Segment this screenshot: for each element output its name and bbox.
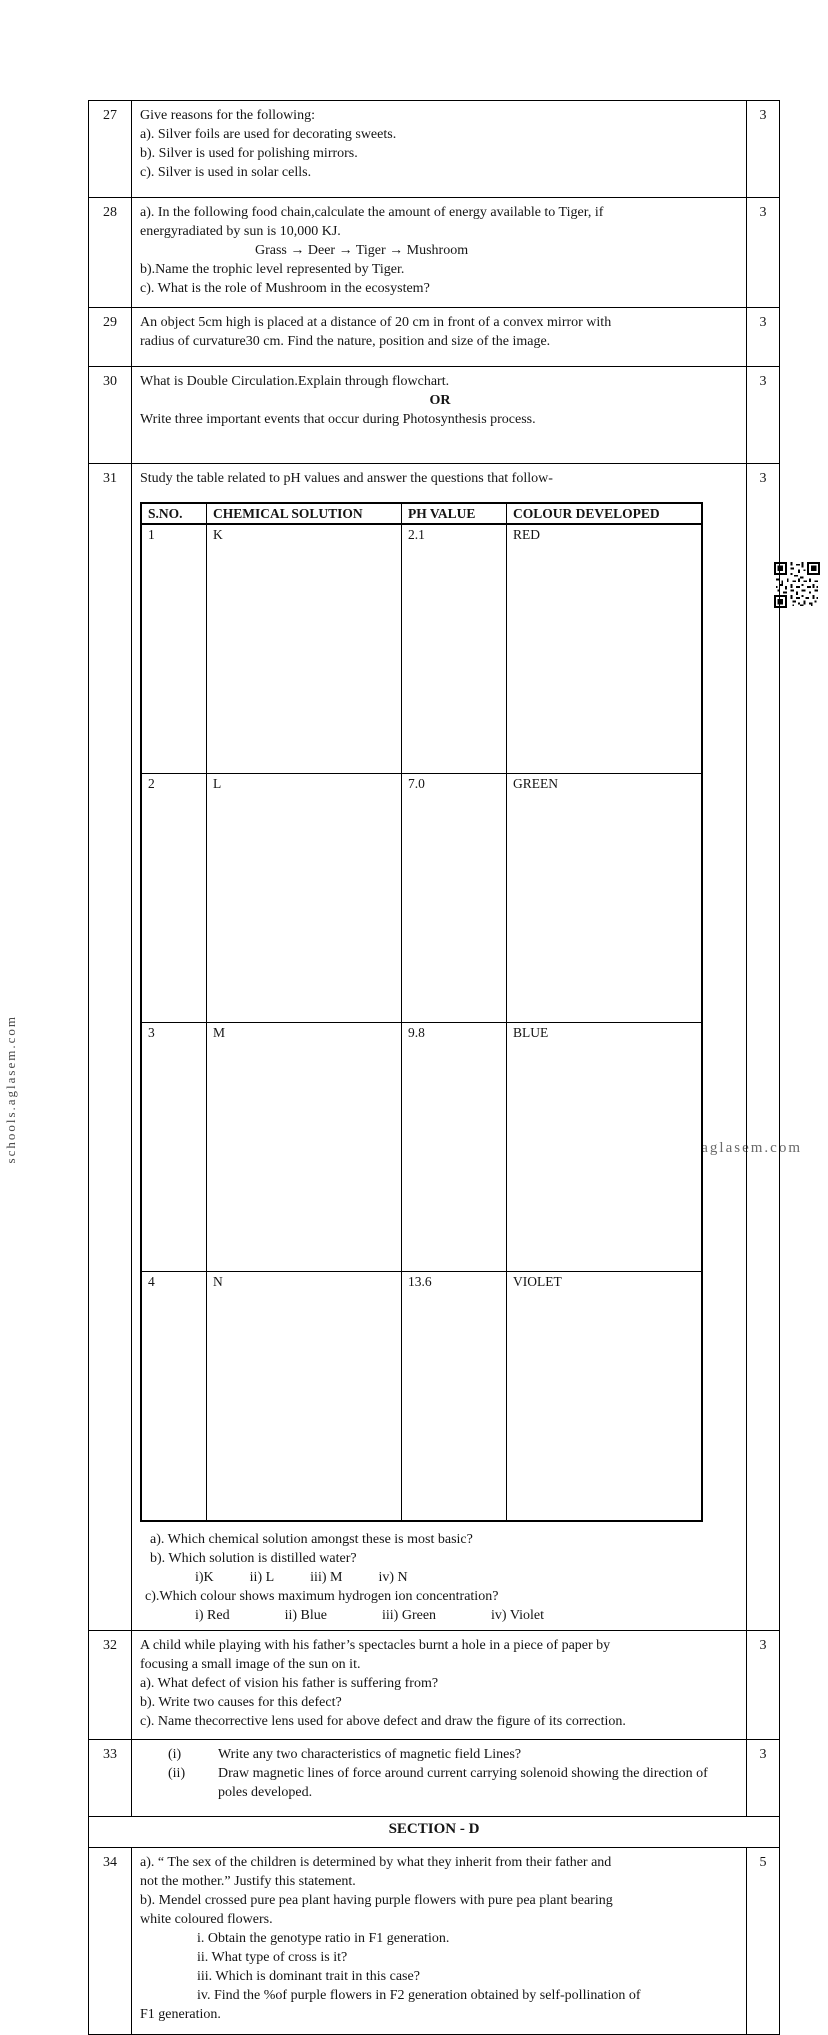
question-marks: 3 — [747, 1740, 780, 1817]
question-text-line: What is Double Circulation.Explain through flowchart. — [140, 374, 450, 389]
question-text-line: a). “ The sex of the children is determined by what they inherit from their father and — [140, 1855, 612, 1870]
question-row-27 — [89, 101, 780, 198]
question-body — [132, 367, 747, 464]
ph-table-cell: 2.1 — [402, 524, 507, 774]
question-text-line: iv. Find the %of purple flowers in F2 generation obtained by self-pollination of — [197, 1988, 641, 2003]
option: i) Red — [195, 1608, 230, 1623]
ph-table-cell: M — [207, 1023, 402, 1272]
food-chain-line: Grass → Deer → Tiger → Mushroom — [255, 243, 469, 258]
ph-table-row — [141, 1272, 702, 1522]
question-text-line: Give reasons for the following: — [140, 108, 315, 123]
question-number: 29 — [89, 308, 132, 367]
question-text-line: a). Which chemical solution amongst these is most basic? — [150, 1532, 473, 1547]
question-body — [132, 101, 747, 198]
question-number: 32 — [89, 1631, 132, 1740]
question-text-line: iii. Which is dominant trait in this case? — [197, 1969, 420, 1984]
ph-table-row — [141, 774, 702, 1023]
question-marks: 3 — [747, 308, 780, 367]
question-body — [132, 308, 747, 367]
question-text-line: radius of curvature30 cm. Find the nature, position and size of the image. — [140, 334, 551, 349]
question-row-30 — [89, 367, 780, 464]
question-text-line: a). In the following food chain,calculate the amount of energy available to Tiger, if — [140, 205, 604, 220]
question-number: 31 — [89, 464, 132, 1631]
question-number: 33 — [89, 1740, 132, 1817]
ph-table-cell: K — [207, 524, 402, 774]
qr-code-icon — [774, 562, 820, 608]
ph-table-header: S.NO. — [141, 503, 207, 524]
ph-table-cell: 3 — [141, 1023, 207, 1272]
ph-table-cell: VIOLET — [507, 1272, 703, 1522]
question-text-line: ii. What type of cross is it? — [197, 1950, 348, 1965]
question-body — [132, 464, 747, 1631]
question-text-line: i. Obtain the genotype ratio in F1 generation. — [197, 1931, 450, 1946]
ph-table-cell: 9.8 — [402, 1023, 507, 1272]
question-number: 30 — [89, 367, 132, 464]
question-row-34 — [89, 1848, 780, 2035]
list-item — [140, 1745, 740, 1764]
question-number: 27 — [89, 101, 132, 198]
question-number: 28 — [89, 198, 132, 308]
question-text-line: white coloured flowers. — [140, 1912, 273, 1927]
ph-table-cell: 7.0 — [402, 774, 507, 1023]
question-body — [132, 1631, 747, 1740]
question-marks: 3 — [747, 464, 780, 1631]
ph-values-table — [140, 502, 703, 1522]
question-text-line: energyradiated by sun is 10,000 KJ. — [140, 224, 341, 239]
question-text-line: An object 5cm high is placed at a distance of 20 cm in front of a convex mirror with — [140, 315, 612, 330]
question-paper-table — [88, 100, 780, 2035]
question-text-line: Write three important events that occur during Photosynthesis process. — [140, 412, 536, 427]
list-item-marker: (i) — [168, 1747, 182, 1762]
ph-table-cell: 1 — [141, 524, 207, 774]
question-row-29 — [89, 308, 780, 367]
watermark-left: schools.aglasem.com — [3, 1014, 18, 1163]
list-item-text: Write any two characteristics of magnetic field Lines? — [218, 1747, 522, 1762]
or-separator: OR — [429, 393, 451, 408]
ph-table-header: COLOUR DEVELOPED — [507, 503, 703, 524]
question-text-line: b). Mendel crossed pure pea plant having purple flowers with pure pea plant bearing — [140, 1893, 613, 1908]
question-text-line: a). Silver foils are used for decorating sweets. — [140, 127, 397, 142]
ph-table-cell: 4 — [141, 1272, 207, 1522]
question-text-line: a). What defect of vision his father is suffering from? — [140, 1676, 439, 1691]
question-text-line: b). Write two causes for this defect? — [140, 1695, 342, 1710]
question-text-line: b).Name the trophic level represented by Tiger. — [140, 262, 405, 277]
list-item-text: Draw magnetic lines of force around current carrying solenoid showing the direction of poles developed. — [218, 1766, 708, 1800]
ph-table-header-row — [141, 503, 702, 524]
section-d-row — [89, 1817, 780, 1848]
option: iv) N — [378, 1570, 408, 1585]
option: iv) Violet — [491, 1608, 544, 1623]
options-row — [195, 1568, 740, 1587]
question-text-line: c). Name thecorrective lens used for above defect and draw the figure of its correction. — [140, 1714, 626, 1729]
option: iii) Green — [382, 1608, 437, 1623]
question-marks: 5 — [747, 1848, 780, 2035]
list-item-marker: (ii) — [168, 1766, 186, 1781]
question-text-line: c). What is the role of Mushroom in the ecosystem? — [140, 281, 430, 296]
question-text-line: c).Which colour shows maximum hydrogen ion concentration? — [145, 1589, 499, 1604]
ph-table-header: CHEMICAL SOLUTION — [207, 503, 402, 524]
option: iii) M — [310, 1570, 343, 1585]
question-text-line: b). Which solution is distilled water? — [150, 1551, 357, 1566]
option: ii) Blue — [284, 1608, 327, 1623]
question-text-line: Study the table related to pH values and answer the questions that follow- — [140, 471, 553, 486]
question-text-line: b). Silver is used for polishing mirrors. — [140, 146, 358, 161]
question-text-line: F1 generation. — [140, 2007, 221, 2022]
question-row-31 — [89, 464, 780, 1631]
ph-table-cell: L — [207, 774, 402, 1023]
question-marks: 3 — [747, 101, 780, 198]
question-marks: 3 — [747, 1631, 780, 1740]
ph-table-cell: RED — [507, 524, 703, 774]
question-row-33 — [89, 1740, 780, 1817]
question-text-line: c). Silver is used in solar cells. — [140, 165, 312, 180]
ph-table-cell: 13.6 — [402, 1272, 507, 1522]
question-body — [132, 1848, 747, 2035]
question-text-line: focusing a small image of the sun on it. — [140, 1657, 361, 1672]
question-row-32 — [89, 1631, 780, 1740]
ph-table-header: PH VALUE — [402, 503, 507, 524]
ph-table-cell: N — [207, 1272, 402, 1522]
option: ii) L — [249, 1570, 275, 1585]
ph-table-cell: GREEN — [507, 774, 703, 1023]
section-d-heading: SECTION - D — [89, 1817, 780, 1848]
list-item — [140, 1764, 740, 1802]
question-marks: 3 — [747, 198, 780, 308]
question-number: 34 — [89, 1848, 132, 2035]
ph-table-cell: 2 — [141, 774, 207, 1023]
ph-table-cell: BLUE — [507, 1023, 703, 1272]
question-marks: 3 — [747, 367, 780, 464]
ph-table-row — [141, 524, 702, 774]
question-row-28 — [89, 198, 780, 308]
options-row — [195, 1606, 740, 1625]
ph-table-row — [141, 1023, 702, 1272]
question-body — [132, 198, 747, 308]
watermark-bottom-right: aglasem.com — [701, 1140, 802, 1156]
option: i)K — [195, 1570, 214, 1585]
question-text-line: A child while playing with his father’s spectacles burnt a hole in a piece of paper by — [140, 1638, 611, 1653]
question-text-line: not the mother.” Justify this statement. — [140, 1874, 356, 1889]
question-body — [132, 1740, 747, 1817]
